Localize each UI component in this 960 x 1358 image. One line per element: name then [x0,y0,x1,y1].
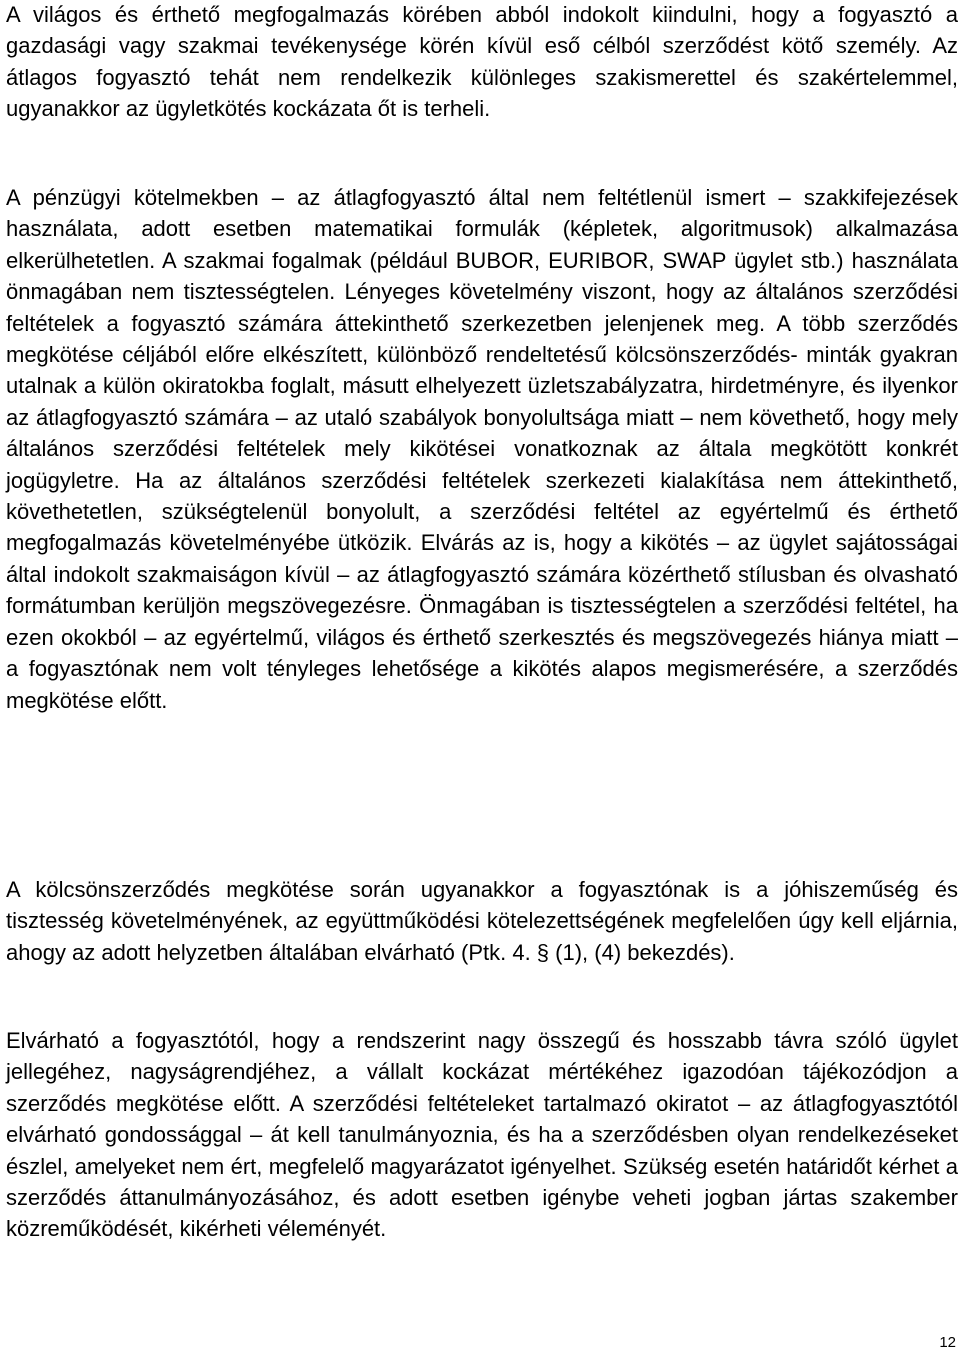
paragraph-4: Elvárható a fogyasztótól, hogy a rendszerint nagy összegű és hosszabb távra szóló ügylet jellegéhez, nagyságrendjéhez, a vállalt kockázat mértékéhez igazodóan tájékozódjon a szerződés megkötése előtt. A szerződési feltételeket tartalmazó okiratot – az átlagfogyasztótól elvárható gondossággal – át kell tanulmányoznia, és ha a szerződésben olyan rendelkezéseket észlel, amelyeket nem ért, megfelelő magyarázatot igényelhet. Szükség esetén határidőt kérhet a szerződés áttanulmányozásához, és adott esetben igénybe veheti jogban jártas szakember közreműködését, kikérheti véleményét. [6,1028,958,1242]
paragraph-1: A világos és érthető megfogalmazás körében abból indokolt kiindulni, hogy a fogyasztó a gazdasági vagy szakmai tevékenysége körén kívül eső célból szerződést kötő személy. Az átlagos fogyasztó tehát nem rendelkezik különleges szakismerettel és szakértelemmel, ugyanakkor az ügyletkötés kockázata őt is terheli. [6,2,958,122]
paragraph-2: A pénzügyi kötelmekben – az átlagfogyasztó által nem feltétlenül ismert – szakkifejezések használata, adott esetben matematikai formulák (képletek, algoritmusok) alkalmazása elkerülhetetlen. A szakmai fogalmak (például BUBOR, EURIBOR, SWAP ügylet stb.) használata önmagában nem tisztességtelen. Lényeges követelmény viszont, hogy az általános szerződési feltételek a fogyasztó számára áttekinthető szerkezetben jelenjenek meg. A több szerződés megkötése céljából előre elkészített, különböző rendeltetésű kölcsönszerződés- minták gyakran utalnak a külön okiratokba foglalt, másutt elhelyezett üzletszabályzatra, hirdetményre, és ilyenkor az átlagfogyasztó számára – az utaló szabályok bonyolultsága miatt – nem követhető, hogy mely általános szerződési feltételek mely kikötései vonatkoznak az általa megkötött konkrét jogügyletre. Ha az általános szerződési feltételek szerkezeti kialakítása nem áttekinthető, követhetetlen, szükségtelenül bonyolult, a szerződési feltétel az egyértelmű és érthető megfogalmazás követelményébe ütközik. Elvárás az is, hogy a kikötés – az ügylet sajátosságai által indokolt szakmaiságon kívül – az átlagfogyasztó számára közérthető stílusban és olvasható formátumban kerüljön megszövegezésre. Önmagában is tisztességtelen a szerződési feltétel, ha ezen okokból – az egyértelmű, világos és érthető szerkesztés és megszövegezés hiánya miatt – a fogyasztónak nem volt tényleges lehetősége a kikötés alapos megismerésére, a szerződés megkötése előtt. [6,185,958,713]
document-page [6,0,958,1358]
page-number: 12 [939,1334,956,1351]
paragraph-3: A kölcsönszerződés megkötése során ugyanakkor a fogyasztónak is a jóhiszeműség és tisztesség követelményének, az együttműködési kötelezettségének megfelelően úgy kell eljárnia, ahogy az adott helyzetben általában elvárható (Ptk. 4. § (1), (4) bekezdés). [6,877,958,965]
